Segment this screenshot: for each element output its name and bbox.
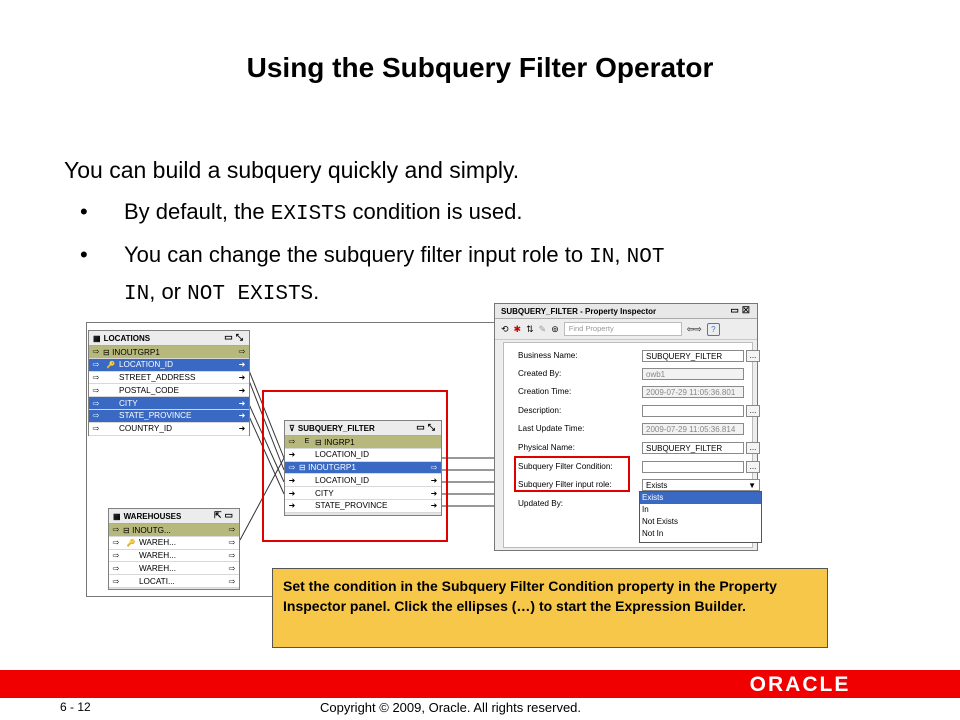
arrow-out-icon: ➜ <box>430 475 438 485</box>
oracle-logo: ORACLE <box>749 673 851 696</box>
inspector-toolbar <box>495 319 757 340</box>
bullet2-sep1: , <box>614 242 627 267</box>
arrow-out-icon: ➜ <box>238 360 246 370</box>
table-row[interactable] <box>109 537 239 550</box>
dropdown-option[interactable]: Exists <box>640 492 761 504</box>
inspector-header[interactable] <box>495 304 757 319</box>
subquery-filter-condition-field[interactable] <box>642 461 744 473</box>
row-label: LOCATION_ID <box>315 475 369 485</box>
dropdown-option[interactable]: Not In <box>642 529 664 538</box>
row-label: ⊟ INGRP1 <box>315 437 355 447</box>
row-label: ⊟ INOUTGRP1 <box>103 347 160 357</box>
arrow-in-icon: ⇨ <box>92 411 100 421</box>
edit-icon[interactable]: ✎ <box>538 323 547 334</box>
window-controls-icon[interactable]: ▭⤡ <box>224 332 246 342</box>
subquery-filter-title: SUBQUERY_FILTER <box>297 423 375 433</box>
dropdown-option[interactable]: Not Exists <box>642 517 679 526</box>
arrows-icon[interactable]: ⇦⇨ <box>686 323 702 334</box>
bullet2-sep2: , or <box>149 279 188 304</box>
inspector-title: SUBQUERY_FILTER - Property Inspector <box>501 306 657 316</box>
row-label: LOCATION_ID <box>315 450 369 460</box>
warehouses-title: WAREHOUSES <box>123 511 182 521</box>
sort-icon[interactable]: ⇅ <box>526 323 534 334</box>
inspector-properties <box>503 342 757 548</box>
window-controls-icon[interactable]: ▭☒ <box>730 305 753 315</box>
ellipsis-button[interactable]: ... <box>746 461 760 473</box>
slide-title: Using the Subquery Filter Operator <box>246 52 714 83</box>
arrow-out-icon: ➜ <box>430 488 438 498</box>
table-icon: ▦ <box>93 333 101 343</box>
row-label: STATE_PROVINCE <box>315 501 388 511</box>
field-label: Creation Time: <box>518 387 572 396</box>
bullet2-code-not: NOT <box>626 246 665 269</box>
arrow-in-icon: ⇨ <box>112 538 120 548</box>
arrow-out-icon: ⇨ <box>228 525 236 535</box>
arrow-in-icon: ⇨ <box>112 563 120 573</box>
locations-table[interactable] <box>88 330 250 436</box>
group-icon: E <box>304 438 310 446</box>
table-row[interactable] <box>285 474 441 487</box>
warehouses-header[interactable] <box>109 509 239 524</box>
arrow-out-icon: ⇨ <box>238 347 246 357</box>
arrow-out-icon: ➜ <box>238 398 246 408</box>
bullet2-code-in2: IN <box>124 283 150 306</box>
filter-icon: ⊽ <box>289 423 295 433</box>
table-row[interactable] <box>89 397 249 410</box>
row-label: COUNTRY_ID <box>119 424 173 434</box>
row-label: CITY <box>315 488 334 498</box>
arrow-in-icon: ⇨ <box>112 550 120 560</box>
arrow-in-icon: ⇨ <box>92 372 100 382</box>
table-row[interactable] <box>89 359 249 372</box>
arrow-in-icon: ⇨ <box>112 525 120 535</box>
table-row[interactable] <box>89 346 249 359</box>
table-row[interactable] <box>89 410 249 423</box>
row-label: WAREH... <box>139 550 176 560</box>
field-label: Business Name: <box>518 351 578 360</box>
field-label: Subquery Filter Condition: <box>518 462 613 471</box>
input-role-dropdown[interactable] <box>639 491 762 543</box>
bullet2-code-notexists: NOT EXISTS <box>187 283 314 306</box>
arrow-in-icon: ⇨ <box>92 347 100 357</box>
bullet2-end: . <box>313 279 320 304</box>
intro-text: You can build a subquery quickly and simply. <box>64 157 520 183</box>
refresh-icon[interactable]: ⟲ <box>501 323 509 334</box>
arrow-out-icon: ⇨ <box>228 550 236 560</box>
bullet-dot: • <box>80 199 88 224</box>
key-icon: 🔑 <box>106 361 116 369</box>
arrow-out-icon: ⇨ <box>430 462 438 472</box>
bullet1-code: EXISTS <box>270 203 347 226</box>
callout-note: Set the condition in the Subquery Filter Condition property in the Property Inspector panel. Click the ellipses (…) to start the Expression Builder. <box>272 568 828 648</box>
key-icon: 🔑 <box>126 539 136 547</box>
table-row[interactable] <box>285 462 441 475</box>
table-row[interactable] <box>285 449 441 462</box>
last-update-time-field: 2009-07-29 11:05:36.814 <box>642 423 744 435</box>
window-controls-icon[interactable]: ▭⤡ <box>416 422 438 432</box>
page-number: 6 - 12 <box>60 700 91 714</box>
table-row[interactable] <box>109 550 239 563</box>
field-label: Physical Name: <box>518 443 575 452</box>
field-label: Created By: <box>518 369 562 378</box>
subquery-filter-header[interactable] <box>285 421 441 436</box>
business-name-field[interactable]: SUBQUERY_FILTER <box>642 350 744 362</box>
table-row[interactable] <box>109 524 239 537</box>
chevron-down-icon[interactable]: ▼ <box>748 481 756 490</box>
table-row[interactable] <box>285 436 441 449</box>
arrow-in-icon: ⇨ <box>92 360 100 370</box>
pin-icon[interactable]: ✱ <box>513 323 522 334</box>
subquery-filter-operator[interactable] <box>284 420 442 516</box>
physical-name-field[interactable]: SUBQUERY_FILTER <box>642 442 744 454</box>
bullet-dot: • <box>80 242 88 267</box>
table-row[interactable] <box>89 372 249 385</box>
highlight-box <box>514 456 630 492</box>
arrow-out-icon: ➜ <box>238 372 246 382</box>
dropdown-option[interactable]: In <box>642 505 649 514</box>
table-row[interactable] <box>285 487 441 500</box>
arrow-in-icon: ⇨ <box>288 462 296 472</box>
arrow-in-icon: ⇨ <box>92 424 100 434</box>
row-label: STREET_ADDRESS <box>119 372 196 382</box>
binoculars-icon[interactable]: ⊚ <box>551 323 559 334</box>
row-label: WAREH... <box>139 538 176 548</box>
arrow-in-icon: ⇨ <box>92 385 100 395</box>
arrow-out-icon: ⇨ <box>228 576 236 586</box>
ellipsis-button[interactable]: ... <box>746 442 760 454</box>
row-label: CITY <box>119 398 138 408</box>
bullet1-pre: By default, the <box>124 199 271 224</box>
property-inspector[interactable] <box>494 303 758 551</box>
field-label: Last Update Time: <box>518 424 585 433</box>
warehouses-table[interactable] <box>108 508 240 590</box>
table-row[interactable] <box>109 575 239 588</box>
creation-time-field: 2009-07-29 11:05:36.801 <box>642 386 744 398</box>
arrow-in-icon: ⇨ <box>288 437 296 447</box>
arrow-in-icon: ⇨ <box>112 576 120 586</box>
arrow-out-icon: ⇨ <box>228 538 236 548</box>
arrow-out-icon: ➜ <box>238 411 246 421</box>
table-row[interactable] <box>89 384 249 397</box>
field-label: Description: <box>518 406 562 415</box>
description-field[interactable] <box>642 405 744 417</box>
row-label: LOCATI... <box>139 576 175 586</box>
field-label: Updated By: <box>518 499 564 508</box>
bullet2-code-in: IN <box>589 246 615 269</box>
arrow-in-icon: ⇨ <box>92 398 100 408</box>
row-label: ⊟ INOUTGRP1 <box>299 463 356 473</box>
field-label: Subquery Filter input role: <box>518 480 612 489</box>
row-label: WAREH... <box>139 563 176 573</box>
row-label: STATE_PROVINCE <box>119 411 192 421</box>
arrow-in-icon: ➜ <box>288 475 296 485</box>
row-label: POSTAL_CODE <box>119 385 179 395</box>
arrow-out-icon: ⇨ <box>228 563 236 573</box>
arrow-in-icon: ➜ <box>288 488 296 498</box>
row-label: ⊟ INOUTG... <box>123 525 171 535</box>
arrow-in-icon: ➜ <box>288 501 296 511</box>
ellipsis-button[interactable]: ... <box>746 405 760 417</box>
help-icon[interactable]: ? <box>707 323 720 336</box>
arrow-in-icon: ➜ <box>288 450 296 460</box>
input-role-select[interactable]: Exists ▼ <box>642 479 760 491</box>
copyright-text: Copyright © 2009, Oracle. All rights reserved. <box>320 700 582 715</box>
arrow-out-icon: ➜ <box>238 424 246 434</box>
table-icon: ▦ <box>113 511 121 521</box>
created-by-field: owb1 <box>642 368 744 380</box>
table-row[interactable] <box>109 562 239 575</box>
table-row[interactable] <box>89 423 249 436</box>
arrow-out-icon: ➜ <box>430 501 438 511</box>
window-controls-icon[interactable]: ⇱▭ <box>213 510 236 520</box>
ellipsis-button[interactable]: ... <box>746 350 760 362</box>
bullet2-pre: You can change the subquery filter input role to <box>124 242 590 267</box>
bullet1-post: condition is used. <box>346 199 523 224</box>
row-label: LOCATION_ID <box>119 360 173 370</box>
find-property-input[interactable]: Find Property <box>564 322 682 336</box>
table-row[interactable] <box>285 500 441 513</box>
arrow-out-icon: ➜ <box>238 385 246 395</box>
locations-title: LOCATIONS <box>103 333 151 343</box>
locations-header[interactable] <box>89 331 249 346</box>
